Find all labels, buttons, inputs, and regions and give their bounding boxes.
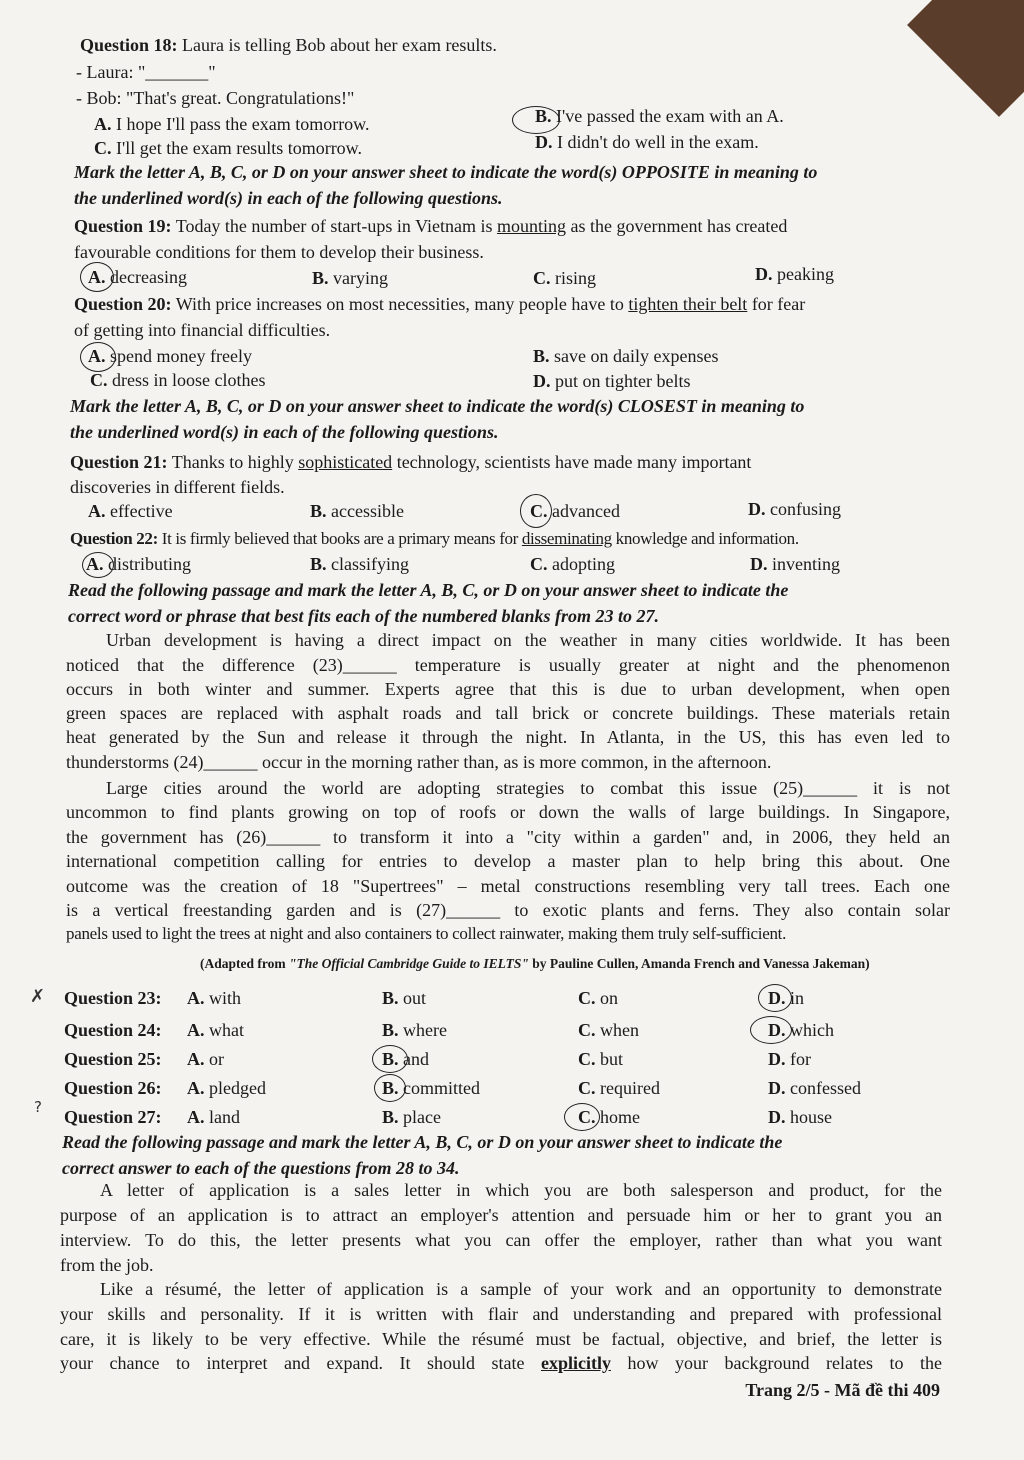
q21-text-line1: Question 21: Thanks to highly sophisticated technology, scientists have made many important xyxy=(70,452,752,472)
passage1-line: Urban development is having a direct impact on the weather in many cities worldwide. It has been xyxy=(106,630,950,650)
q26-option-b xyxy=(382,1076,480,1100)
passage2-line: from the job. xyxy=(60,1255,154,1275)
passage1-line: thunderstorms (24)______ occur in the morning rather than, as is more common, in the afternoon. xyxy=(66,752,772,772)
q20-option-a: A. spend money freely xyxy=(88,346,252,366)
q26-option-d xyxy=(768,1076,861,1100)
option-text: pledged xyxy=(209,1078,266,1098)
instruction-passage1-line1: Read the following passage and mark the letter A, B, C, or D on your answer sheet to indicate the xyxy=(68,580,789,600)
q21-text-line2: discoveries in different fields. xyxy=(70,477,285,497)
q24-option-d xyxy=(768,1018,834,1042)
option-letter: A. xyxy=(187,1049,205,1069)
passage1-line: noticed that the difference (23)______ temperature is usually greater at night and the phenomenon xyxy=(66,655,950,675)
q27-label: Question 27: xyxy=(64,1107,162,1127)
option-text: out xyxy=(403,988,427,1008)
q25-option-c xyxy=(578,1047,623,1071)
option-letter: C. xyxy=(578,1078,596,1098)
passage1-line: occurs in both winter and summer. Experts agree that this is due to urban development, when open xyxy=(66,679,950,699)
option-text: land xyxy=(209,1107,240,1127)
q24-option-c xyxy=(578,1018,639,1042)
q19-text-line2: favourable conditions for them to develop their business. xyxy=(74,242,484,262)
instruction-passage2-line2: correct answer to each of the questions from 28 to 34. xyxy=(62,1158,460,1178)
q22-option-c: C. adopting xyxy=(530,554,615,574)
q21-option-c: C. advanced xyxy=(530,501,620,521)
q22-text-line1: Question 22: It is firmly believed that books are a primary means for disseminating knowledge and information. xyxy=(70,529,799,548)
option-text: committed xyxy=(403,1078,480,1098)
option-letter: A. xyxy=(187,1107,205,1127)
passage2-line: A letter of application is a sales letter in which you are both salesperson and product, for the xyxy=(100,1180,942,1200)
option-letter: A. xyxy=(187,1078,205,1098)
option-letter: D. xyxy=(768,1107,786,1127)
option-letter: C. xyxy=(578,1049,596,1069)
q25-label: Question 25: xyxy=(64,1049,162,1069)
option-letter: D. xyxy=(768,1020,786,1040)
q25-option-a xyxy=(187,1047,224,1071)
option-text: which xyxy=(790,1020,834,1040)
passage-source: (Adapted from "The Official Cambridge Guide to IELTS" by Pauline Cullen, Amanda French and Vanessa Jakeman) xyxy=(200,956,870,971)
option-text: house xyxy=(790,1107,832,1127)
q19-option-b: B. varying xyxy=(312,268,388,288)
option-text: in xyxy=(790,988,805,1008)
q26-label: Question 26: xyxy=(64,1078,162,1098)
q27-option-d xyxy=(768,1105,832,1129)
option-letter: B. xyxy=(382,1020,399,1040)
option-letter: D. xyxy=(768,1049,786,1069)
q23-option-d xyxy=(768,986,804,1010)
q18-laura: - Laura: "_______" xyxy=(76,62,216,82)
q18-option-c: C. I'll get the exam results tomorrow. xyxy=(94,138,363,158)
option-letter: C. xyxy=(578,1020,596,1040)
passage1-line: outcome was the creation of 18 "Supertrees" – metal constructions resembling very tall trees. Each one xyxy=(66,876,950,896)
page-footer: Trang 2/5 - Mã đề thi 409 xyxy=(745,1380,940,1400)
q27-option-b xyxy=(382,1105,441,1129)
option-letter: A. xyxy=(187,988,205,1008)
option-letter: B. xyxy=(382,1078,399,1098)
instruction-opposite-line1: Mark the letter A, B, C, or D on your answer sheet to indicate the word(s) OPPOSITE in meaning to xyxy=(74,162,818,182)
q24-option-b xyxy=(382,1018,447,1042)
passage2-text: your chance to interpret and expand. It should state xyxy=(60,1353,525,1373)
option-text: where xyxy=(403,1020,447,1040)
q21-option-a: A. effective xyxy=(88,501,173,521)
q24-label: Question 24: xyxy=(64,1020,162,1040)
passage2-line xyxy=(60,1351,942,1375)
option-text: but xyxy=(600,1049,624,1069)
q23-option-a xyxy=(187,986,241,1010)
q18-option-b: B. I've passed the exam with an A. xyxy=(535,106,784,126)
q19-option-c: C. rising xyxy=(533,268,597,288)
q22-option-b: B. classifying xyxy=(310,554,410,574)
page-corner-shadow xyxy=(907,0,1024,117)
instruction-opposite-line2: the underlined word(s) in each of the following questions. xyxy=(74,188,503,208)
option-text: on xyxy=(600,988,618,1008)
q23-label: Question 23: xyxy=(64,988,162,1008)
q19-option-d: D. peaking xyxy=(755,264,834,284)
q20-text-line1: Question 20: With price increases on most necessities, many people have to tighten their belt for fear xyxy=(74,294,806,314)
option-text: with xyxy=(209,988,242,1008)
underlined-word: explicitly xyxy=(540,1353,611,1373)
q22-option-a: A. distributing xyxy=(86,554,192,574)
option-text: or xyxy=(209,1049,224,1069)
passage2-line: your skills and personality. If it is written with flair and understanding and prepared with professional xyxy=(60,1304,942,1324)
option-text: and xyxy=(403,1049,430,1069)
option-letter: A. xyxy=(187,1020,205,1040)
instruction-passage1-line2: correct word or phrase that best fits each of the numbered blanks from 23 to 27. xyxy=(68,606,660,626)
instruction-passage2-line1: Read the following passage and mark the letter A, B, C, or D on your answer sheet to indicate the xyxy=(62,1132,783,1152)
passage1-line: green spaces are replaced with asphalt roads and tall brick or concrete buildings. These materials retain xyxy=(66,703,950,723)
passage2-line: Like a résumé, the letter of application is a sample of your work and an opportunity to demonstrate xyxy=(100,1279,942,1299)
option-text: confessed xyxy=(790,1078,861,1098)
option-letter: C. xyxy=(578,988,596,1008)
q20-option-d: D. put on tighter belts xyxy=(533,371,691,391)
option-letter: D. xyxy=(768,988,786,1008)
q25-option-d xyxy=(768,1047,811,1071)
passage1-line: heat generated by the Sun and release it through the night. In Atlanta, in the US, this has even led to xyxy=(66,727,950,747)
instruction-closest-line2: the underlined word(s) in each of the following questions. xyxy=(70,422,499,442)
passage1-line: the government has (26)______ to transform it into a "city within a garden" and, in 2006, they held an xyxy=(66,827,950,847)
q21-option-b: B. accessible xyxy=(310,501,404,521)
q18-option-a: A. I hope I'll pass the exam tomorrow. xyxy=(94,114,370,134)
q19-option-a: A. decreasing xyxy=(88,267,187,287)
margin-cross-mark: ✗ xyxy=(30,986,46,1007)
option-letter: D. xyxy=(768,1078,786,1098)
passage1-line: uncommon to find plants growing on top of roofs or down the walls of large buildings. In Singapore, xyxy=(66,802,950,822)
option-text: home xyxy=(600,1107,640,1127)
q18-bob: - Bob: "That's great. Congratulations!" xyxy=(76,88,355,108)
q26-option-a xyxy=(187,1076,266,1100)
passage2-line: interview. To do this, the letter presents what you can offer the employer, rather than what you want xyxy=(60,1230,942,1250)
q20-option-b: B. save on daily expenses xyxy=(533,346,719,366)
q18-option-d: D. I didn't do well in the exam. xyxy=(535,132,759,152)
q27-option-a xyxy=(187,1105,240,1129)
option-letter: B. xyxy=(382,1107,399,1127)
q20-option-c: C. dress in loose clothes xyxy=(90,370,266,390)
q26-option-c xyxy=(578,1076,660,1100)
option-text: what xyxy=(209,1020,244,1040)
q25-option-b xyxy=(382,1047,429,1071)
q24-option-a xyxy=(187,1018,244,1042)
passage1-line: panels used to light the trees at night and also containers to collect rainwater, making them truly self-sufficient. xyxy=(66,924,787,943)
q22-option-d: D. inventing xyxy=(750,554,840,574)
passage1-line: international competition calling for entries to develop a master plan to help bring this about. One xyxy=(66,851,950,871)
q27-option-c xyxy=(578,1105,640,1129)
option-letter: B. xyxy=(382,988,399,1008)
q20-text-line2: of getting into financial difficulties. xyxy=(74,320,331,340)
passage2-line: purpose of an application is to attract an employer's attention and persuade him or her to grant you an xyxy=(60,1205,942,1225)
instruction-closest-line1: Mark the letter A, B, C, or D on your answer sheet to indicate the word(s) CLOSEST in meaning to xyxy=(70,396,805,416)
q21-option-d: D. confusing xyxy=(748,499,841,519)
q19-text-line1: Question 19: Today the number of start-ups in Vietnam is mounting as the government has created xyxy=(74,216,788,236)
option-letter: B. xyxy=(382,1049,399,1069)
q18-header: Question 18: Laura is telling Bob about her exam results. xyxy=(80,35,497,55)
passage1-line: Large cities around the world are adopting strategies to combat this issue (25)______ it is not xyxy=(106,778,950,798)
q23-option-c xyxy=(578,986,618,1010)
passage1-line: is a vertical freestanding garden and is (27)______ to exotic plants and ferns. They also contain solar xyxy=(66,900,950,920)
option-letter: C. xyxy=(578,1107,596,1127)
option-text: when xyxy=(600,1020,639,1040)
option-text: required xyxy=(600,1078,660,1098)
passage2-line: care, it is likely to be very effective. While the résumé must be factual, objective, and brief, the letter is xyxy=(60,1329,942,1349)
margin-question-mark: ? xyxy=(34,1098,42,1116)
option-text: for xyxy=(790,1049,811,1069)
passage2-text: how your background relates to the xyxy=(627,1353,942,1373)
option-text: place xyxy=(403,1107,441,1127)
q23-option-b xyxy=(382,986,426,1010)
